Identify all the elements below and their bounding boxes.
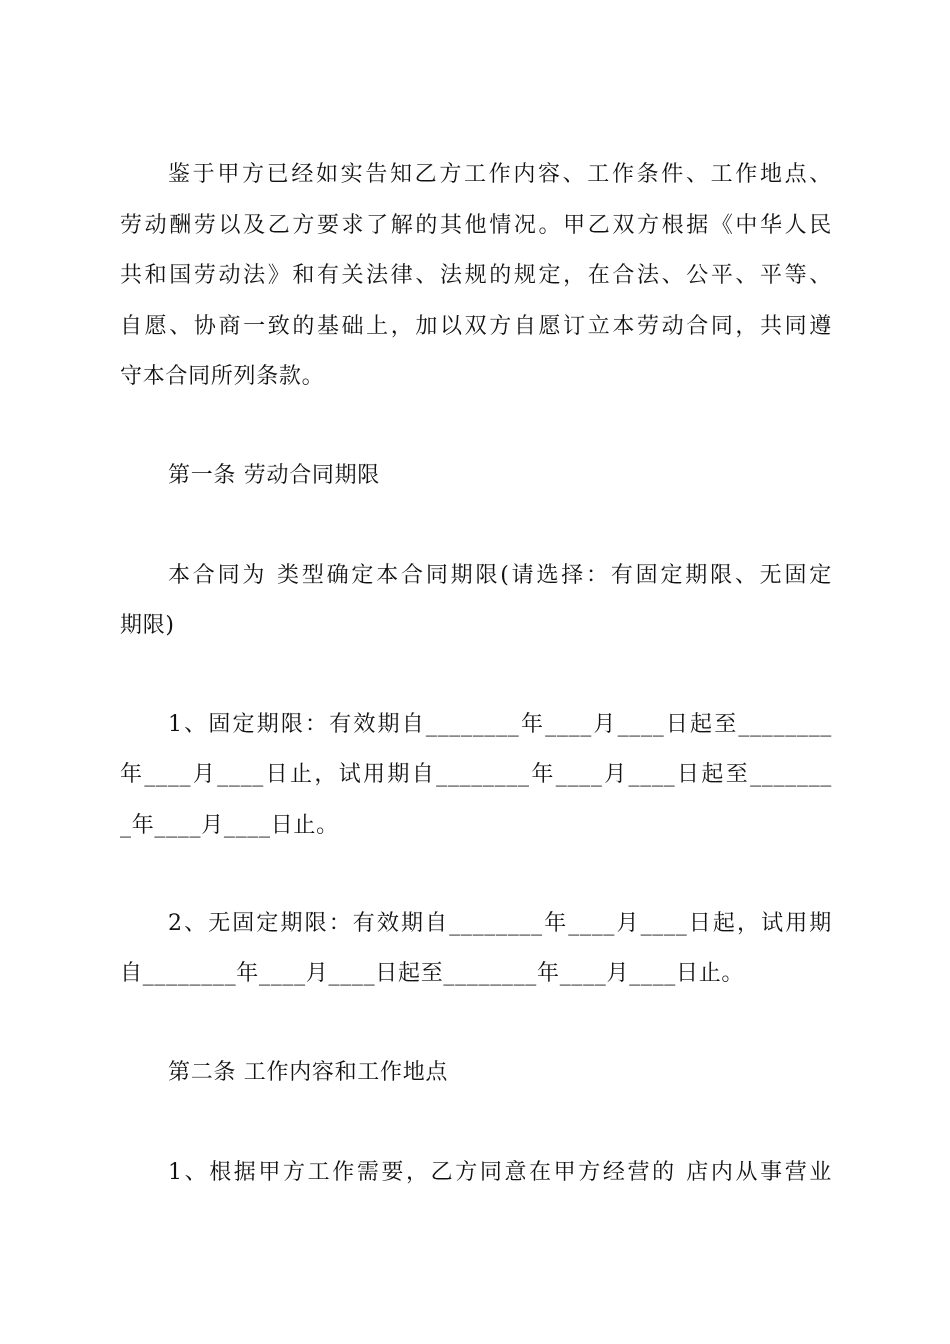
- article-2-item-1-line: 1、根据甲方工作需要，乙方同意在甲方经营的 店内从事营业: [168, 1160, 832, 1185]
- article-1-item-2-line: 2、无固定期限：有效期自________年____月____日起，试用期: [168, 911, 832, 936]
- article-1-intro-line: 期限): [120, 613, 175, 638]
- article-1-intro-line: 本合同为 类型确定本合同期限(请选择：有固定期限、无固定: [168, 563, 832, 588]
- article-1-heading: 第一条 劳动合同期限: [168, 463, 380, 488]
- preamble-line: 守本合同所列条款。: [120, 364, 325, 389]
- preamble-line: 劳动酬劳以及乙方要求了解的其他情况。甲乙双方根据《中华人民: [120, 213, 832, 238]
- article-1-item-1-line: 年____月____日止，试用期自________年____月____日起至_______: [120, 762, 832, 787]
- preamble-line: 自愿、协商一致的基础上，加以双方自愿订立本劳动合同，共同遵: [120, 314, 832, 339]
- article-1-item-1-line: _年____月____日止。: [120, 813, 339, 838]
- preamble-line: 共和国劳动法》和有关法律、法规的规定，在合法、公平、平等、: [120, 263, 832, 288]
- preamble-line: 鉴于甲方已经如实告知乙方工作内容、工作条件、工作地点、: [168, 162, 832, 187]
- article-1-item-2-line: 自________年____月____日起至________年____月____日止。: [120, 961, 745, 986]
- article-2-heading: 第二条 工作内容和工作地点: [168, 1060, 449, 1085]
- article-1-item-1-line: 1、固定期限：有效期自________年____月____日起至________: [168, 712, 832, 737]
